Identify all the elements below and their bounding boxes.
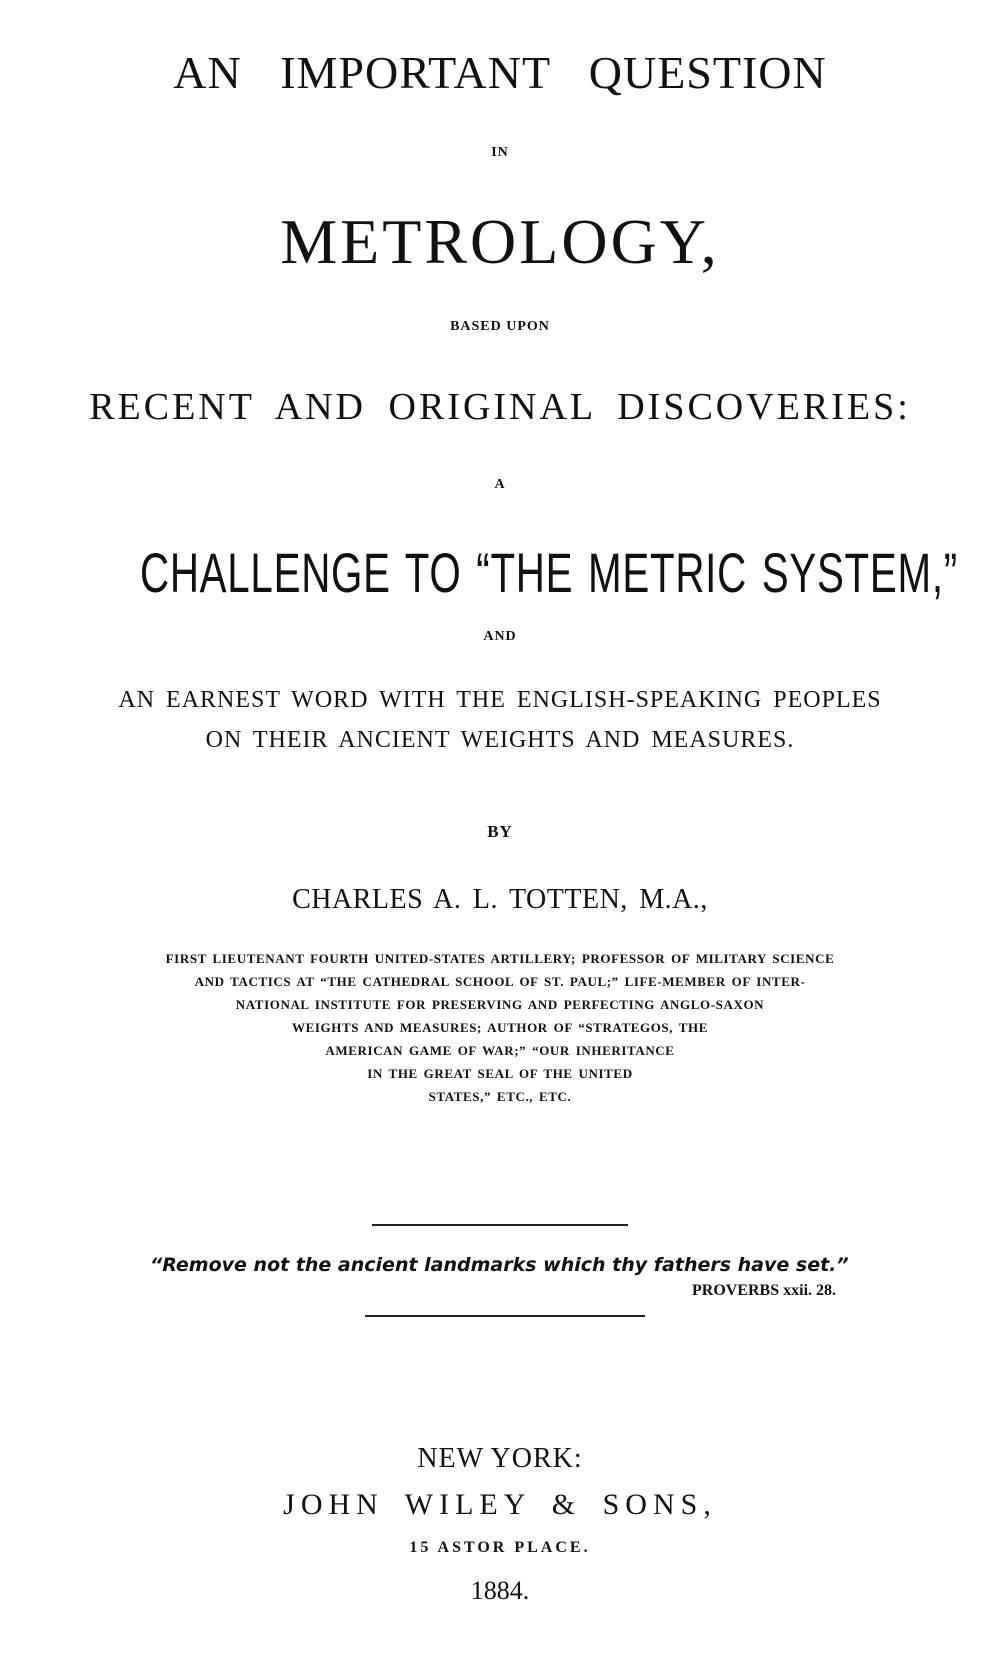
imprint-publisher: JOHN WILEY & SONS, [283, 1488, 717, 1521]
author-name: CHARLES A. L. TOTTEN, M.A., [292, 884, 708, 915]
credential-line: FIRST LIEUTENANT FOURTH UNITED-STATES ARTILLERY; PROFESSOR OF MILITARY SCIENCE [165, 951, 835, 966]
imprint-year: 1884. [470, 1576, 530, 1605]
credential-line: AMERICAN GAME OF WAR;” “OUR INHERITANCE [325, 1043, 675, 1058]
epigraph-quote: “Remove not the ancient landmarks which thy fathers have set.” [150, 1254, 849, 1276]
connector-a: A [494, 477, 506, 492]
credential-line: STATES,” ETC., ETC. [428, 1089, 572, 1104]
title-line-1: AN IMPORTANT QUESTION [173, 47, 827, 98]
credential-line: NATIONAL INSTITUTE FOR PRESERVING AND PERFECTING ANGLO-SAXON [235, 997, 765, 1012]
credential-line: IN THE GREAT SEAL OF THE UNITED [367, 1066, 633, 1081]
credential-line: WEIGHTS AND MEASURES; AUTHOR OF “STRATEGOS, THE [292, 1020, 708, 1035]
connector-and: AND [483, 629, 517, 644]
title-line-4: CHALLENGE TO “THE METRIC SYSTEM,” [140, 541, 958, 604]
credential-line: AND TACTICS AT “THE CATHEDRAL SCHOOL OF ST. PAUL;” LIFE-MEMBER OF INTER- [194, 974, 806, 989]
subtitle-line-1: AN EARNEST WORD WITH THE ENGLISH-SPEAKING PEOPLES [118, 687, 882, 713]
connector-based-upon: BASED UPON [450, 319, 550, 334]
divider-rule-top [372, 1224, 628, 1226]
title-line-3: RECENT AND ORIGINAL DISCOVERIES: [89, 386, 911, 428]
title-line-2: METROLOGY, [280, 206, 720, 277]
connector-in: IN [491, 145, 509, 160]
imprint-place: NEW YORK: [417, 1443, 583, 1474]
epigraph-source: PROVERBS xxii. 28. [692, 1282, 837, 1299]
by-label: BY [487, 822, 513, 841]
subtitle-line-2: ON THEIR ANCIENT WEIGHTS AND MEASURES. [205, 727, 795, 753]
divider-rule-bottom [365, 1315, 645, 1317]
imprint-address: 15 ASTOR PLACE. [409, 1539, 591, 1556]
